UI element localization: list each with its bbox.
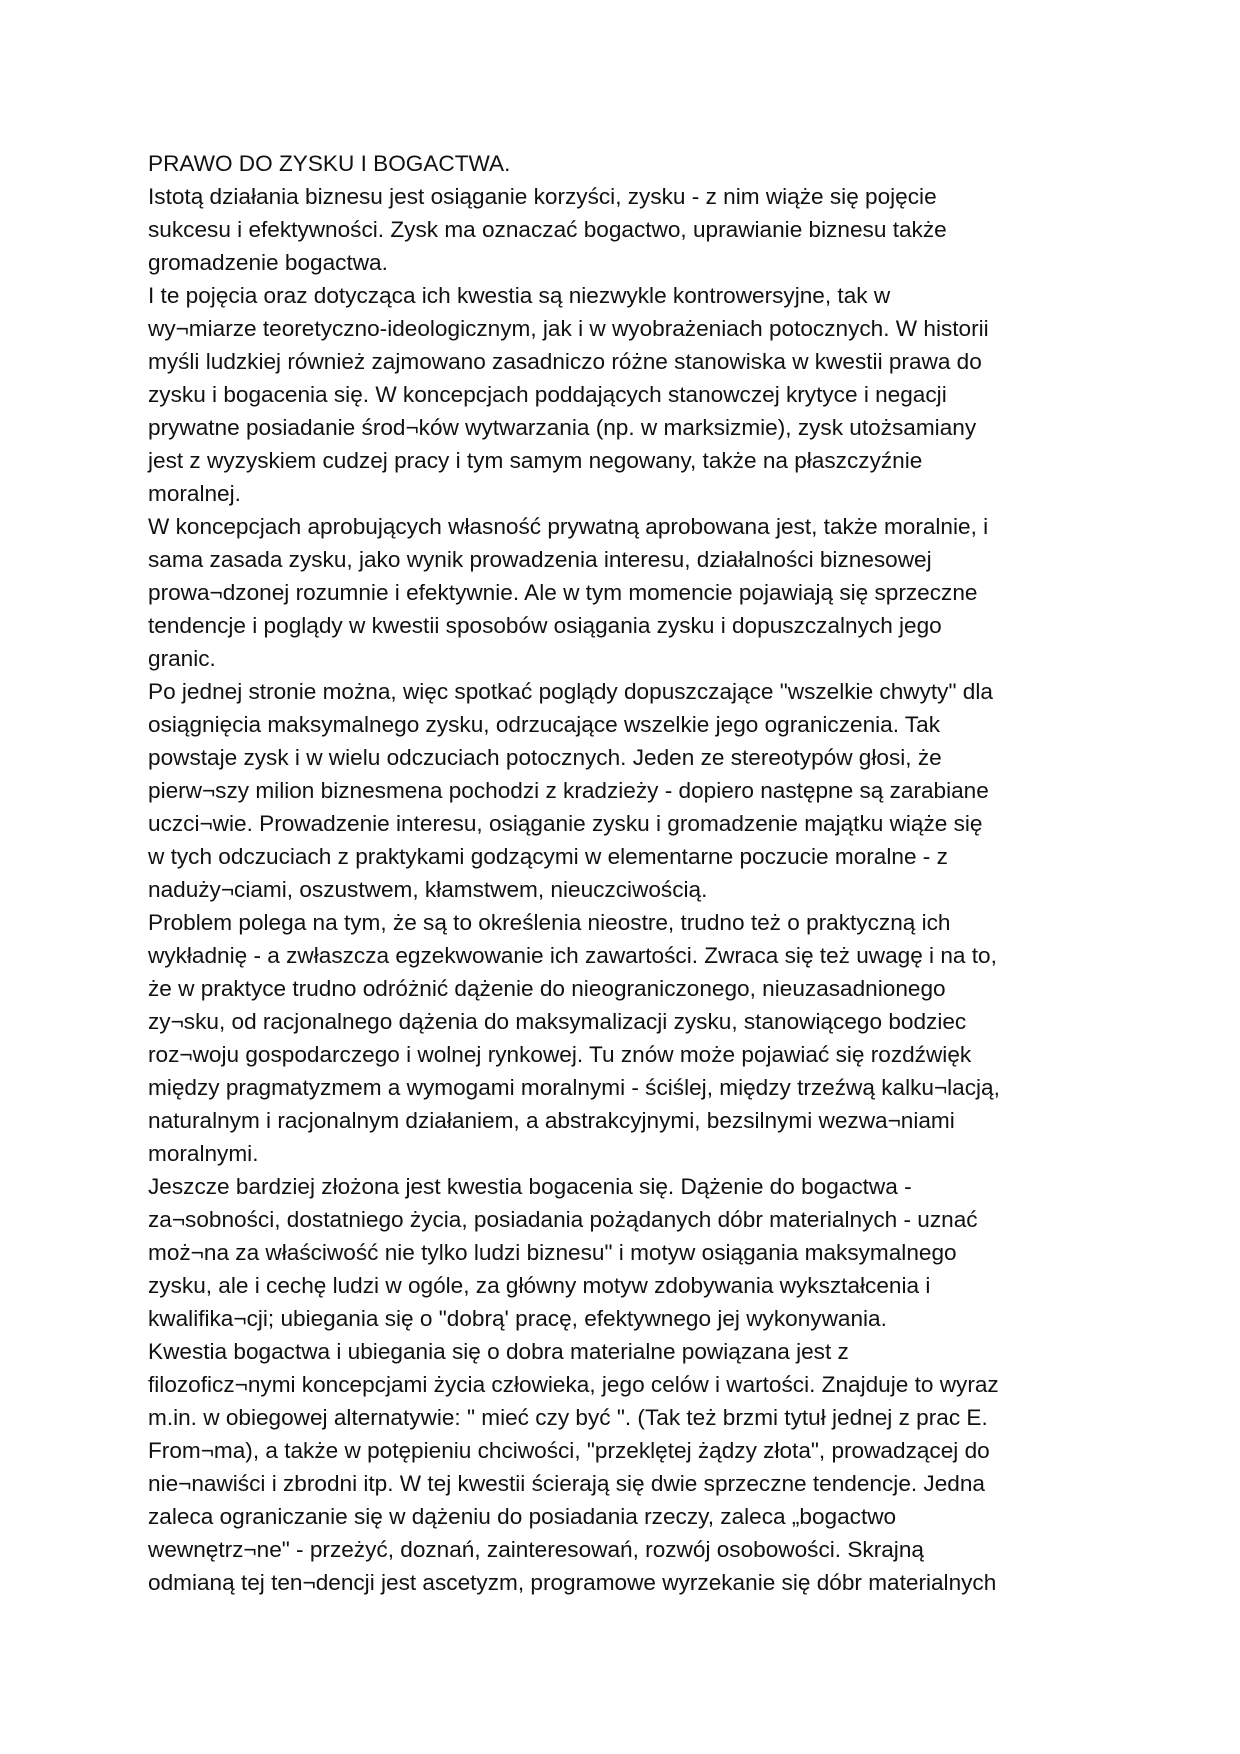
text-line: w tych odczuciach z praktykami godzącymi w elementarne poczucie moralne - z bbox=[148, 844, 948, 869]
text-line: zy¬sku, od racjonalnego dążenia do maksymalizacji zysku, stanowiącego bodziec bbox=[148, 1009, 967, 1034]
text-line: odmianą tej ten¬dencji jest ascetyzm, programowe wyrzekanie się dóbr materialnych bbox=[148, 1570, 997, 1595]
text-line: osiągnięcia maksymalnego zysku, odrzucające wszelkie jego ograniczenia. Tak bbox=[148, 712, 941, 737]
text-line: sukcesu i efektywności. Zysk ma oznaczać bogactwo, uprawianie biznesu także bbox=[148, 217, 947, 242]
text-line: I te pojęcia oraz dotycząca ich kwestia są niezwykle kontrowersyjne, tak w bbox=[148, 283, 891, 308]
text-line: Istotą działania biznesu jest osiąganie korzyści, zysku - z nim wiąże się pojęcie bbox=[148, 184, 937, 209]
text-line: zaleca ograniczanie się w dążeniu do posiadania rzeczy, zaleca „bogactwo bbox=[148, 1504, 897, 1529]
text-line: pierw¬szy milion biznesmena pochodzi z kradzieży - dopiero następne są zarabiane bbox=[148, 778, 989, 803]
document-title: PRAWO DO ZYSKU I BOGACTWA. bbox=[148, 151, 511, 176]
text-line: jest z wyzyskiem cudzej pracy i tym samym negowany, także na płaszczyźnie bbox=[148, 448, 923, 473]
text-line: zysku, ale i cechę ludzi w ogóle, za główny motyw zdobywania wykształcenia i bbox=[148, 1273, 931, 1298]
document-body bbox=[148, 147, 1148, 1599]
text-line: prowa¬dzonej rozumnie i efektywnie. Ale w tym momencie pojawiają się sprzeczne bbox=[148, 580, 978, 605]
text-line: naturalnym i racjonalnym działaniem, a abstrakcyjnymi, bezsilnymi wezwa¬niami bbox=[148, 1108, 955, 1133]
text-line: roz¬woju gospodarczego i wolnej rynkowej. Tu znów może pojawiać się rozdźwięk bbox=[148, 1042, 972, 1067]
text-line: moralnej. bbox=[148, 481, 241, 506]
text-line: Po jednej stronie można, więc spotkać poglądy dopuszczające "wszelkie chwyty" dla bbox=[148, 679, 993, 704]
text-line: powstaje zysk i w wielu odczuciach potocznych. Jeden ze stereotypów głosi, że bbox=[148, 745, 942, 770]
text-line: moralnymi. bbox=[148, 1141, 259, 1166]
text-line: że w praktyce trudno odróżnić dążenie do nieograniczonego, nieuzasadnionego bbox=[148, 976, 946, 1001]
text-line: sama zasada zysku, jako wynik prowadzenia interesu, działalności biznesowej bbox=[148, 547, 932, 572]
text-line: Problem polega na tym, że są to określenia nieostre, trudno też o praktyczną ich bbox=[148, 910, 951, 935]
text-line: za¬sobności, dostatniego życia, posiadania pożądanych dóbr materialnych - uznać bbox=[148, 1207, 978, 1232]
text-line: wy¬miarze teoretyczno-ideologicznym, jak i w wyobrażeniach potocznych. W historii bbox=[148, 316, 989, 341]
text-line: zysku i bogacenia się. W koncepcjach poddających stanowczej krytyce i negacji bbox=[148, 382, 947, 407]
text-line: Jeszcze bardziej złożona jest kwestia bogacenia się. Dążenie do bogactwa - bbox=[148, 1174, 912, 1199]
text-line: wykładnię - a zwłaszcza egzekwowanie ich zawartości. Zwraca się też uwagę i na to, bbox=[148, 943, 997, 968]
text-line: m.in. w obiegowej alternatywie: " mieć czy być ". (Tak też brzmi tytuł jednej z prac E. bbox=[148, 1405, 988, 1430]
text-line: filozoficz¬nymi koncepcjami życia człowieka, jego celów i wartości. Znajduje to wyraz bbox=[148, 1372, 999, 1397]
text-line: myśli ludzkiej również zajmowano zasadniczo różne stanowiska w kwestii prawa do bbox=[148, 349, 982, 374]
text-line: Kwestia bogactwa i ubiegania się o dobra materialne powiązana jest z bbox=[148, 1339, 849, 1364]
text-line: naduży¬ciami, oszustwem, kłamstwem, nieuczciwością. bbox=[148, 877, 708, 902]
text-line: między pragmatyzmem a wymogami moralnymi - ściślej, między trzeźwą kalku¬lacją, bbox=[148, 1075, 1000, 1100]
text-line: nie¬nawiści i zbrodni itp. W tej kwestii ścierają się dwie sprzeczne tendencje. Jedna bbox=[148, 1471, 985, 1496]
text-line: granic. bbox=[148, 646, 216, 671]
text-line: gromadzenie bogactwa. bbox=[148, 250, 388, 275]
text-line: prywatne posiadanie środ¬ków wytwarzania (np. w marksizmie), zysk utożsamiany bbox=[148, 415, 977, 440]
text-line: tendencje i poglądy w kwestii sposobów osiągania zysku i dopuszczalnych jego bbox=[148, 613, 942, 638]
text-line: wewnętrz¬ne" - przeżyć, doznań, zainteresowań, rozwój osobowości. Skrajną bbox=[148, 1537, 924, 1562]
text-line: moż¬na za właściwość nie tylko ludzi biznesu" i motyw osiągania maksymalnego bbox=[148, 1240, 957, 1265]
text-line: uczci¬wie. Prowadzenie interesu, osiąganie zysku i gromadzenie majątku wiąże się bbox=[148, 811, 983, 836]
text-line: From¬ma), a także w potępieniu chciwości, "przeklętej żądzy złota", prowadzącej do bbox=[148, 1438, 990, 1463]
text-line: W koncepcjach aprobujących własność prywatną aprobowana jest, także moralnie, i bbox=[148, 514, 989, 539]
text-line: kwalifika¬cji; ubiegania się o "dobrą' pracę, efektywnego jej wykonywania. bbox=[148, 1306, 887, 1331]
